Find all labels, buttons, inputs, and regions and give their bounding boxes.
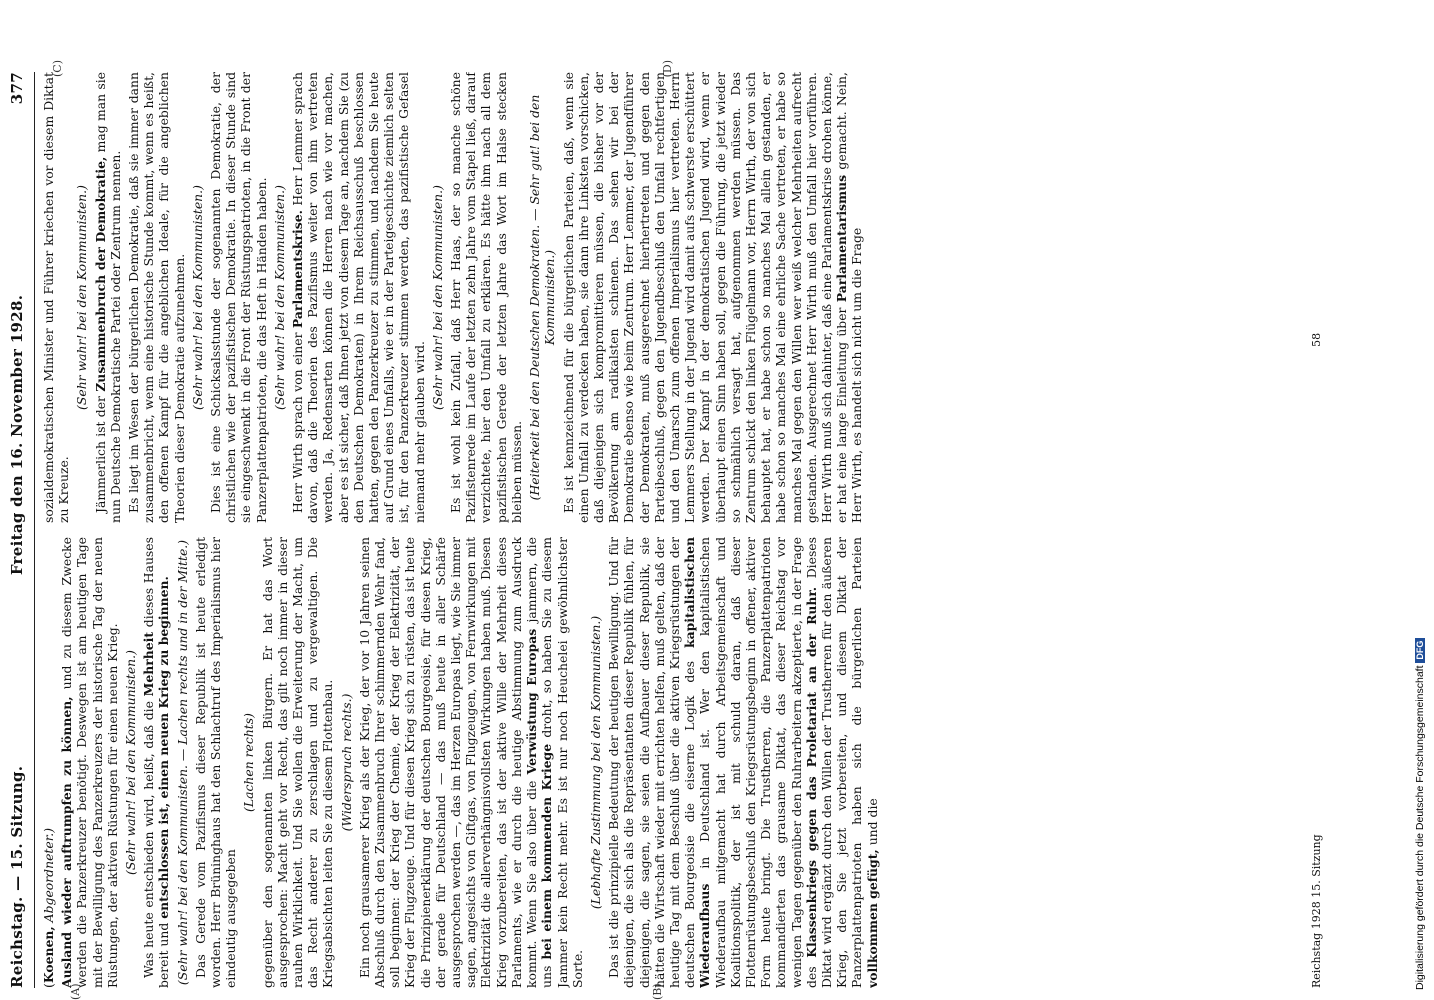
emphasis: vollkommen gefügt, xyxy=(864,849,880,988)
emphasis: entschlossen ist, einen neuen Krieg zu beginnen. xyxy=(156,576,172,919)
margin-mark-b: (B) xyxy=(651,983,664,1000)
paragraph-text: Herr Lemmer sprach davon, daß die Theorien des Pazifismus weiter von ihm vertreten werden. Ja, Redensarten können die Herren nach wie vor machen, aber es ist sicher, daß Ihnen jetzt von diesem Tage an, nachdem Sie (zu den Deutschen Demokraten) in Ihrem Reichsausschuß beschlossen hatten, gegen den Panzerkreuzer zu stimmen, und nachdem Sie heute auf Grund eines Umfalls, wie er in der Parteigeschichte ziemlich selten ist, für den Panzerkreuzer stimmen werden, das pazifistische Gefasel niemand mehr glauben wird. xyxy=(290,72,427,523)
emphasis: Verwüstung Europas xyxy=(524,628,540,775)
emphasis: Mehrheit xyxy=(141,631,157,697)
paragraph xyxy=(606,537,880,988)
emphasis: Klassenkriegs gegen das Proletariat an der Ruhr. xyxy=(803,586,819,958)
page-header xyxy=(8,72,35,988)
column-right xyxy=(41,72,1281,523)
emphasis: Parlamentarismus xyxy=(834,174,850,303)
paragraph-text: dieses Hauses bereit und xyxy=(141,537,172,988)
paragraph-text: und zu diesem Zwecke werden die Panzerkreuzer benötigt. Deswegen ist am heutigen Tage mit der Bewilligung des Panzerkreuzers der historische Tag der neuen Rüstungen, der aktiven Rüstungen für einen neuen Krieg. xyxy=(59,537,120,988)
paragraph-text: gemacht. Nein, Herr Wirth, es handelt sich nicht um die Frage xyxy=(834,72,865,523)
interjection: (Sehr wahr! bei den Kommunisten.) xyxy=(123,650,139,875)
digitization-credit xyxy=(1414,10,1430,990)
interjection: (Widerspruch rechts.) xyxy=(338,693,354,832)
column-left xyxy=(41,537,1281,988)
paragraph xyxy=(93,72,123,523)
paragraph-text: und die xyxy=(864,798,880,846)
paragraph-text: Jämmerlich ist der xyxy=(92,396,108,513)
emphasis: bei einem kommenden Kriege xyxy=(539,743,555,960)
sheet-number: 58 xyxy=(1310,332,1323,347)
interjection: (Sehr wahr! bei den Kommunisten.) xyxy=(271,185,287,410)
interjection: (Lachen rechts) xyxy=(241,713,257,812)
paragraph: gegenüber den sogenannten linken Bürgern. Er hat das Wort ausgesprochen: Macht geht vor Recht, das gilt noch immer in dieser rauhen Wirklichkeit. Und Sie wollen die Erweiterung der Macht, um das Recht anderer zu zerschlagen und zu vergewaltigen. Die Kriegsabsichten leiten Sie zu diesem Flottenbau. xyxy=(259,537,336,988)
paragraph-text: Das ist die prinzipielle Bedeutung der heutigen Bewilligung. Und für diejenigen, die sich als die Repräsentanten dieser Republik fühlen, für diejenigen, die sagen, sie seien die Aufbauer dieser Republik, sie hätten die Wirtschaft wieder mit errichten helfen, muß gelten, daß der heutige Tag mit dem Beschluß über die aktiven Kriegsrüstungen der deutschen Bourgeoisie die eiserne Logik des xyxy=(606,537,698,988)
margin-mark-d: (D) xyxy=(661,60,674,78)
interjection: (Lebhafte Zustimmung bei den Kommunisten.) xyxy=(587,615,603,910)
paragraph: Es liegt im Wesen der bürgerlichen Demokratie, daß sie immer dann zusammenbricht, wenn eine historische Stunde kommt, wenn es heißt, den offenen Kampf für die angeblichen Ideale, für die angeblichen Theorien dieser Demokratie aufzunehmen. xyxy=(126,72,187,523)
paragraph-text: Dieses Diktat wird ergänzt durch den Willen der Trustherren für den äußeren Krieg, den Sie jetzt vorbereiten, und diesem Diktat der Panzerplattenpatrioten haben sich die bürgerlichen Parteien xyxy=(803,537,865,988)
page-footer xyxy=(1310,72,1330,988)
paragraph: Es ist wohl kein Zufall, daß Herr Haas, der so manche schöne Pazifistenrede im Laufe der letzten zehn Jahre vom Stapel ließ, darauf verzichtete, hier den Umfall zu erklären. Es hätte ihm nach all dem pazifistischen Gerede der letzten Jahre das Wort im Halse stecken bleiben müssen. xyxy=(448,72,524,523)
paragraph-text: Was heute entschieden wird, heißt, daß die xyxy=(141,701,157,978)
credit-text: Digitalisierung gefördert durch die Deutsche Forschungsgemeinschaft xyxy=(1414,665,1426,990)
paragraph: Das Gerede vom Pazifismus dieser Republik ist heute erledigt worden. Herr Brüninghaus hat den Schlachtruf des Imperialismus hier eindeutig ausgegeben xyxy=(192,537,239,988)
paragraph-text: jammern, die uns xyxy=(524,537,555,988)
paragraph xyxy=(290,72,427,523)
interjection: (Sehr wahr! bei den Kommunisten.) xyxy=(189,185,205,410)
interjection: (Sehr wahr! bei den Kommunisten.) xyxy=(74,185,90,410)
text-columns xyxy=(41,60,1281,1000)
interjection: (Sehr wahr! bei den Kommunisten. — Lachen rechts und in der Mitte.) xyxy=(174,539,190,986)
speaker-line: (Koenen, Abgeordneter.) xyxy=(41,827,56,988)
speaker-role: Abgeordneter.) xyxy=(41,827,56,923)
dfg-logo: DFG xyxy=(1415,638,1425,663)
document-page xyxy=(0,60,1370,1000)
paragraph-text: droht, so haben Sie zu diesem Jammer kein Recht mehr. Es ist nur noch Heuchelei gewöhnlichster Sorte. xyxy=(539,537,585,988)
paragraph: sozialdemokratischen Minister und Führer kriechen vor diesem Diktat zu Kreuze. xyxy=(41,72,72,523)
header-date: Freitag den 16. November 1928. xyxy=(8,294,26,576)
paragraph xyxy=(561,72,865,523)
paragraph-text: Herr Wirth sprach von einer xyxy=(290,332,306,513)
header-session: Reichstag. — 15. Sitzung. xyxy=(8,765,26,988)
emphasis: kapitalistischen Wiederaufbaus xyxy=(682,537,713,988)
footer-session: Reichstag 1928 15. Sitzung xyxy=(1310,834,1323,988)
paragraph-text: Ein noch grausamerer Krieg als der Krieg, der vor 10 Jahren seinen Abschluß durch den Zusammenbruch Ihrer schimmernden Wehr fand, soll beginnen: der Krieg der Chemie, der Krieg der Elektrizität, der Krieg der Flugzeuge. Und für diesen Krieg sich zu rüsten, das ist heute die Prinzipienerklärung der deutschen Bourgeoisie, für diesen Krieg, der gerade für Deutschland — das muß heute in aller Schärfe ausgesprochen werden —, das im Herzen Europas liegt, wie Sie immer sagen, angesichts von Giftgas, von Flugzeugen, von Fernwirkungen mit Elektrizität die allerverhängnisvollsten Wirkungen haben muß. Diesen Krieg vorzubereiten, das ist der aktive Wille der Mehrheit dieses Parlaments, wie er durch die heutige Abstimmung zum Ausdruck kommt. Wenn Sie also über die xyxy=(356,537,540,988)
margin-mark-a: (A) xyxy=(69,983,82,1000)
margin-mark-c: (C) xyxy=(51,60,64,77)
emphasis: Ausland wieder auftrumpfen zu können, xyxy=(59,696,75,988)
paragraph-text: Es ist kennzeichnend für die bürgerlichen Parteien, daß, wenn sie einen Umfall zu verdecken haben, sie dann ihre Linksten vorschicken, daß diejenigen sich kompromittieren müssen, die bisher vor der Bevölkerung am radikalsten schienen. Das sehen wir bei der Demokratie ebenso wie beim Zentrum. Herr Lemmer, der Jugendführer der Demokraten, muß ausgerechnet hierhertreten und gegen den Parteibeschluß, gegen den Jugendbeschluß den Umfall rechtfertigen und den Umarsch zum offenen Imperialismus hier vertreten. Herrn Lemmers Stellung in der Jugend wird damit aufs schwerste erschüttert werden. Der Kampf in der demokratischen Jugend wird, wenn er überhaupt einen Sinn haben soll, gegen die Führung, die jetzt wieder so schmählich versagt hat, aufgenommen werden müssen. Das Zentrum schickt den linken Flügelmann vor, Herrn Wirth, der von sich behauptet hat, er habe schon so manches Mal allein gestanden, er habe schon so manches Mal eine ehrliche Sache vertreten, er habe so manches Mal gegen den Willen wer weiß welcher Mehrheiten aufrecht gestanden. Ausgerechnet Herr Wirth muß den Umfall hier vorführen. Herr Wirth muß sich dahinter, daß eine Parlamentskrise drohen könne, er hat eine lange Einleitung über xyxy=(560,72,850,523)
paragraph: Dies ist eine Schicksalsstunde der sogenannten Demokratie, der christlichen wie der pazifistischen Demokratie. In dieser Stunde sind sie eingeschwenkt in die Front der Rüstungspatrioten, in die Front der Panzerplattenpatrioten, die das Heft in Händen haben. xyxy=(208,72,269,523)
interjection: (Heiterkeit bei den Deutschen Demokraten. — Sehr gut! bei den Kommunisten.) xyxy=(527,94,558,501)
interjection: (Sehr wahr! bei den Kommunisten.) xyxy=(429,185,445,410)
emphasis: Zusammenbruch der Demokratie, xyxy=(92,156,108,392)
page-number: 377 xyxy=(8,72,26,105)
emphasis: Parlamentskrise. xyxy=(290,210,306,329)
paragraph xyxy=(357,537,585,988)
paragraph xyxy=(141,537,171,988)
paragraph-text: in Deutschland ist. Wer den kapitalistischen Wiederaufbau mitgemacht hat durch Arbeitsgemeinschaft und Koalitionspolitik, der ist mit schuld daran, daß dieser Flottenrüstungsbeschluß den Kriegsrüstungsbeginn in offener, aktiver Form heute bringt. Die Trustherren, die Panzerplattenpatrioten kommandierten das grausame Diktat, das dieser Reichstag vor wenigen Tagen gegenüber den Ruhrarbeitern akzeptierte, in der Frage des xyxy=(697,537,819,988)
paragraph-text: mag man sie nun Deutsche Demokratische Partei oder Zentrum nennen. xyxy=(92,72,123,523)
paragraph xyxy=(59,537,120,988)
speaker-name: Koenen, xyxy=(41,926,56,984)
